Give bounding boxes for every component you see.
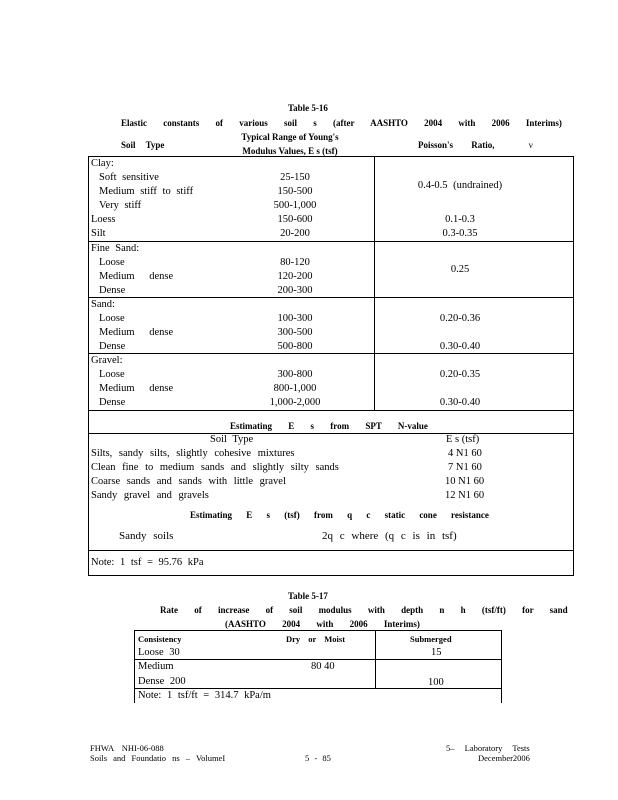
- group-silt: Silt: [91, 228, 106, 239]
- table-bottom-rule: [88, 575, 573, 576]
- table-5-17-title-line1: Rate of increase of soil modulus with depth n h (tsf/ft) for sand: [160, 605, 568, 615]
- col-header-poisson: [418, 140, 533, 150]
- clay-medium-value: 150-500: [277, 186, 313, 197]
- gravel-poisson-b: 0.30-0.40: [439, 397, 481, 408]
- spt-col-es: E s (tsf): [446, 434, 480, 445]
- table-5-16-note: Note: 1 tsf = 95.76 kPa: [91, 557, 204, 568]
- spt-row-3-label: Coarse sands and sands with little gravel: [91, 476, 286, 487]
- gravel-row-loose: Loose: [99, 369, 125, 380]
- sand-poisson-a: 0.20-0.36: [439, 313, 481, 324]
- gravel-medium-value: 800-1,000: [273, 383, 317, 394]
- rule-after-gravel: [88, 410, 573, 411]
- footer-page-number: 5 - 85: [305, 753, 331, 763]
- group-fine-sand: Fine Sand:: [91, 243, 140, 254]
- footer-chapter: 5– Laboratory Tests: [446, 743, 530, 753]
- qc-heading: Estimating E s (tsf) from q c static cone resistance: [190, 510, 489, 520]
- group-clay: Clay:: [91, 158, 114, 169]
- t517-dense-submerged: 100: [428, 677, 444, 688]
- rule-after-sand: [88, 353, 573, 354]
- rule-after-silt: [88, 241, 573, 242]
- t517-loose-submerged: 15: [431, 647, 442, 658]
- sand-loose-value: 100-300: [277, 313, 313, 324]
- table-5-17-number: Table 5-17: [288, 591, 328, 601]
- group-sand: Sand:: [91, 299, 115, 310]
- spt-row-4-label: Sandy gravel and gravels: [91, 490, 209, 501]
- table-top-rule: [88, 156, 573, 157]
- t517-col-consistency: Consistency: [138, 634, 182, 644]
- fine-sand-row-dense: Dense: [99, 285, 126, 296]
- gravel-poisson-a: 0.20-0.35: [439, 369, 481, 380]
- spt-row-1-value: 4 N1 60: [448, 448, 482, 459]
- sand-row-loose: Loose: [99, 313, 125, 324]
- t517-row-medium: Medium: [138, 661, 174, 672]
- gravel-dense-value: 1,000-2,000: [269, 397, 321, 408]
- qc-soil: Sandy soils: [119, 530, 174, 542]
- col-header-modulus-line1: Typical Range of Young's: [241, 132, 339, 142]
- sand-row-medium: Medium dense: [99, 327, 174, 338]
- group-loess: Loess: [91, 214, 116, 225]
- spt-heading: Estimating E s from SPT N-value: [230, 421, 428, 431]
- gravel-loose-value: 300-800: [277, 369, 313, 380]
- spt-row-4-value: 12 N1 60: [445, 490, 485, 501]
- t517-left-border: [134, 630, 135, 703]
- fine-sand-row-medium: Medium dense: [99, 271, 174, 282]
- footer-date: December2006: [478, 753, 530, 763]
- clay-poisson: 0.4-0.5 (undrained): [417, 180, 503, 191]
- gravel-row-medium: Medium dense: [99, 383, 174, 394]
- column-divider-upper: [374, 156, 375, 410]
- spt-row-1-label: Silts, sandy silts, slightly cohesive mixtures: [91, 448, 295, 459]
- spt-row-2-value: 7 N1 60: [448, 462, 482, 473]
- spt-row-3-value: 10 N1 60: [445, 476, 485, 487]
- rule-before-note: [88, 550, 573, 551]
- t517-note: Note: 1 tsf/ft = 314.7 kPa/m: [138, 690, 271, 701]
- t517-top-rule: [134, 630, 501, 631]
- t517-right-border: [501, 630, 502, 703]
- spt-row-2-label: Clean fine to medium sands and slightly silty sands: [91, 462, 339, 473]
- table-left-border: [88, 156, 89, 576]
- t517-medium-dry: 80 40: [311, 661, 335, 672]
- poisson-symbol: ν: [528, 140, 533, 150]
- silt-poisson: 0.3-0.35: [442, 228, 478, 239]
- qc-formula: 2q c where (q c is in tsf): [322, 530, 457, 542]
- footer-doc-title: Soils and Foundatio ns – VolumeI: [90, 753, 226, 763]
- col-header-soil-type: Soil Type: [121, 140, 165, 150]
- fine-sand-dense-value: 200-300: [277, 285, 313, 296]
- col-header-modulus-line2: Modulus Values, E s (tsf): [242, 146, 338, 156]
- t517-row-dense: Dense 200: [138, 676, 186, 687]
- table-5-17-title-line2: (AASHTO 2004 with 2006 Interims): [225, 619, 420, 629]
- clay-very-stiff-value: 500-1,000: [273, 200, 317, 211]
- t517-row-loose: Loose 30: [138, 647, 180, 658]
- spt-col-soil-type: Soil Type: [210, 434, 254, 445]
- clay-row-very-stiff: Very stiff: [99, 200, 142, 211]
- loess-poisson: 0.1-0.3: [445, 214, 475, 225]
- silt-value: 20-200: [280, 228, 310, 239]
- fine-sand-medium-value: 120-200: [277, 271, 313, 282]
- t517-col-submerged: Submerged: [410, 634, 452, 644]
- clay-row-soft: Soft sensitive: [99, 172, 159, 183]
- sand-row-dense: Dense: [99, 341, 126, 352]
- sand-medium-value: 300-500: [277, 327, 313, 338]
- clay-row-medium: Medium stiff to stiff: [99, 186, 194, 197]
- sand-dense-value: 500-800: [277, 341, 313, 352]
- clay-soft-value: 25-150: [280, 172, 310, 183]
- table-5-16-number: Table 5-16: [288, 103, 328, 113]
- col-header-poisson-label: Poisson's Ratio,: [418, 140, 513, 150]
- table-5-16-title: Elastic constants of various soil s (after AASHTO 2004 with 2006 Interims): [121, 118, 562, 128]
- t517-col-dry: Dry or Moist: [286, 634, 346, 644]
- footer-doc-id: FHWA NHI-06-088: [90, 743, 164, 753]
- rule-after-fine-sand: [88, 297, 573, 298]
- table-right-border: [573, 156, 574, 576]
- fine-sand-loose-value: 80-120: [280, 257, 310, 268]
- group-gravel: Gravel:: [91, 355, 123, 366]
- rule-spt-top: [88, 433, 573, 434]
- fine-sand-poisson: 0.25: [450, 264, 470, 275]
- sand-poisson-b: 0.30-0.40: [439, 341, 481, 352]
- gravel-row-dense: Dense: [99, 397, 126, 408]
- loess-value: 150-600: [277, 214, 313, 225]
- fine-sand-row-loose: Loose: [99, 257, 125, 268]
